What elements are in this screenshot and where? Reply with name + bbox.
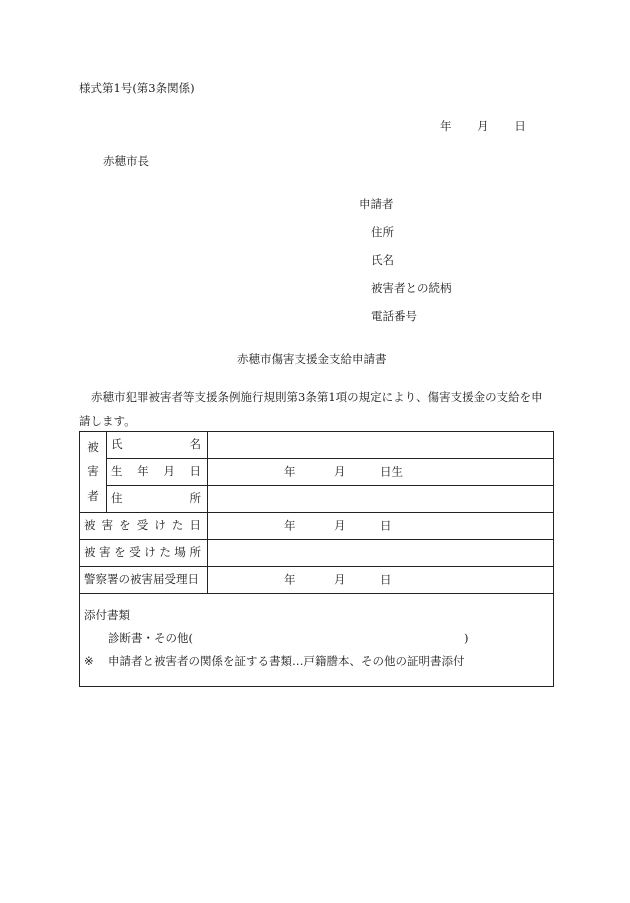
victim-address-label-cell xyxy=(107,486,208,513)
applicant-address-label: 住所 xyxy=(371,225,394,239)
table-row xyxy=(80,594,554,687)
table-row xyxy=(80,513,554,540)
table-row xyxy=(80,540,554,567)
police-report-month: 月 xyxy=(334,572,346,587)
attachments-cell xyxy=(80,594,554,687)
injury-date-label-char: 害 xyxy=(101,518,114,533)
victim-header-cell xyxy=(80,432,107,513)
injury-place-label-char: を xyxy=(114,545,126,560)
attachments-title: 添付書類 xyxy=(84,608,130,622)
header-date-day: 日 xyxy=(514,119,526,133)
victim-name-field[interactable] xyxy=(208,432,554,459)
injury-place-field[interactable] xyxy=(208,540,554,567)
victim-char: 被 xyxy=(87,439,99,454)
table-row xyxy=(80,486,554,513)
victim-name-label-cell xyxy=(107,432,208,459)
form-number: 様式第1号(第3条関係) xyxy=(79,81,195,95)
injury-place-label-char: 被 xyxy=(84,545,96,560)
injury-date-label-char: 日 xyxy=(189,518,201,533)
attachments-item-close: ) xyxy=(464,631,469,645)
victim-dob-label-char: 月 xyxy=(163,464,175,479)
injury-date-label-char: 被 xyxy=(84,518,96,533)
header-date-year: 年 xyxy=(440,119,452,133)
header-date-month: 月 xyxy=(477,119,489,133)
dob-day: 日生 xyxy=(380,464,403,479)
injury-date-label-char: た xyxy=(171,518,184,533)
police-report-label-cell xyxy=(80,567,208,594)
injury-place-label-cell xyxy=(80,540,208,567)
applicant-relation-label: 被害者との続柄 xyxy=(371,281,452,295)
dob-month: 月 xyxy=(334,464,346,479)
victim-dob-label-char: 生 xyxy=(111,464,123,479)
victim-dob-label-char: 日 xyxy=(189,464,201,479)
injury-date-label-char: を xyxy=(119,518,131,533)
applicant-phone-label: 電話番号 xyxy=(371,309,417,323)
victim-address-field[interactable] xyxy=(208,486,554,513)
victim-address-label-char: 所 xyxy=(189,491,201,506)
injury-place-label-char: 受 xyxy=(129,545,141,560)
injury-date-month: 月 xyxy=(334,518,346,533)
victim-char: 者 xyxy=(87,488,99,503)
body-text-line2: 請します。 xyxy=(79,414,136,428)
injury-date-label-char: け xyxy=(154,518,166,533)
body-text-line1: 赤穂市犯罪被害者等支援条例施行規則第3条第1項の規定により、傷害支援金の支給を申 xyxy=(91,390,543,404)
injury-place-label-char: 所 xyxy=(189,545,201,560)
injury-place-label-char: 害 xyxy=(99,545,111,560)
victim-dob-label-cell xyxy=(107,459,208,486)
injury-place-label-char: た xyxy=(159,545,171,560)
note-mark: ※ xyxy=(84,654,94,668)
header-date xyxy=(440,121,526,133)
police-report-date-field[interactable] xyxy=(208,567,554,594)
victim-address-label-char: 住 xyxy=(111,491,123,506)
injury-date-year: 年 xyxy=(284,518,296,533)
victim-dob-field[interactable] xyxy=(208,459,554,486)
victim-name-label-char: 氏 xyxy=(111,437,123,452)
police-report-day: 日 xyxy=(380,572,392,587)
document-title: 赤穂市傷害支援金支給申請書 xyxy=(237,352,387,366)
applicant-title: 申請者 xyxy=(359,197,394,211)
injury-place-label-char: 場 xyxy=(174,545,186,560)
table-row xyxy=(80,432,554,459)
note-text: 申請者と被害者の関係を証する書類…戸籍謄本、その他の証明書添付 xyxy=(108,654,465,668)
table-row xyxy=(80,459,554,486)
injury-date-label-cell xyxy=(80,513,208,540)
victim-dob-label-char: 年 xyxy=(137,464,149,479)
victim-name-label-char: 名 xyxy=(189,437,201,452)
attachments-item: 診断書・その他( xyxy=(108,631,193,645)
addressee: 赤穂市長 xyxy=(103,154,149,168)
police-report-year: 年 xyxy=(284,572,296,587)
injury-date-day: 日 xyxy=(380,518,392,533)
application-form-table xyxy=(79,431,554,687)
applicant-name-label: 氏名 xyxy=(371,253,394,267)
victim-char: 害 xyxy=(87,464,99,479)
injury-date-field[interactable] xyxy=(208,513,554,540)
table-row xyxy=(80,567,554,594)
injury-place-label-char: け xyxy=(144,545,156,560)
police-report-label: 警察署の被害届受理日 xyxy=(84,572,199,587)
dob-year: 年 xyxy=(284,464,296,479)
injury-date-label-char: 受 xyxy=(136,518,149,533)
